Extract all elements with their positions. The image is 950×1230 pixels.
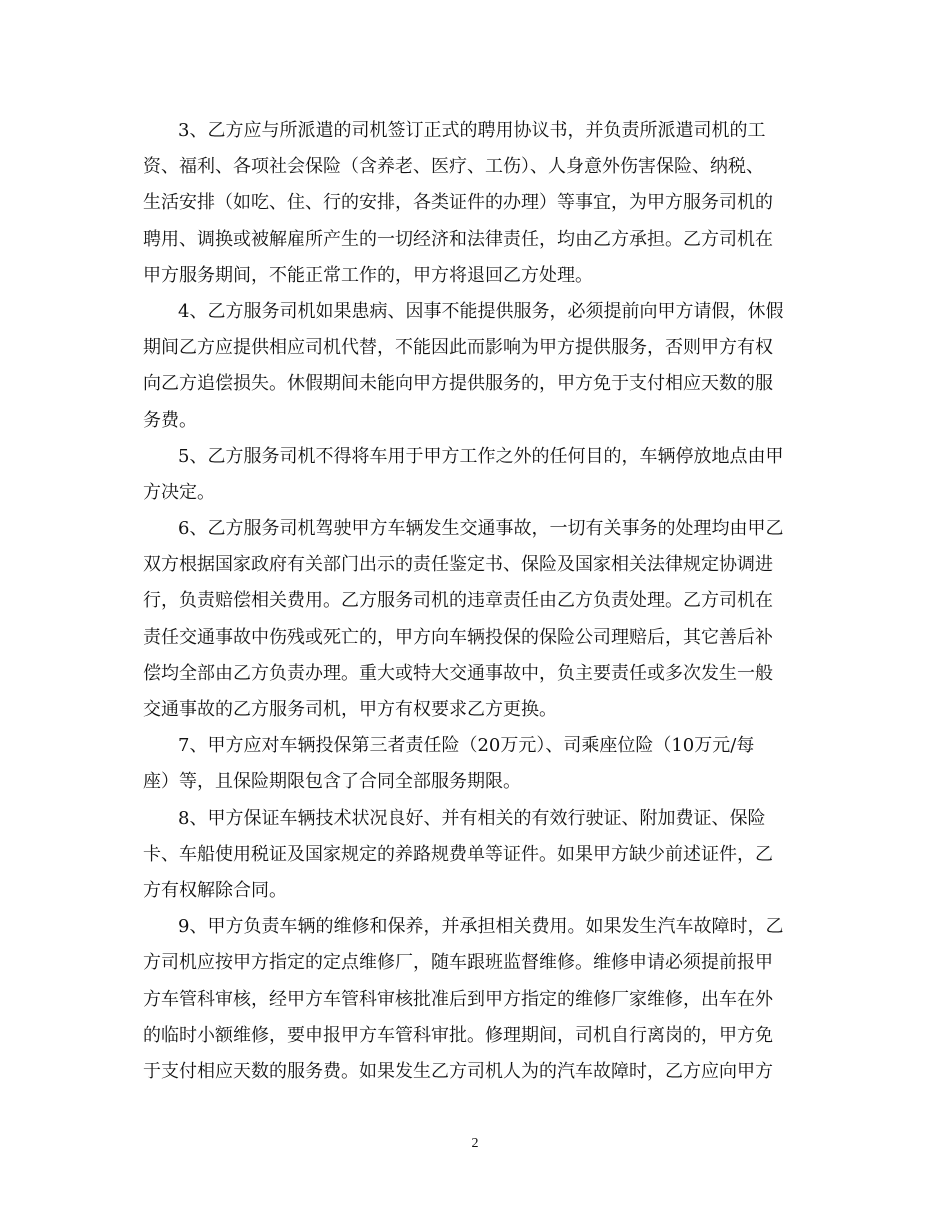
paragraph-line: 方司机应按甲方指定的定点维修厂，随车跟班监督维修。维修申请必须提前报甲 [143, 952, 773, 974]
paragraph-line: 责任交通事故中伤残或死亡的，甲方向车辆投保的保险公司理赔后，其它善后补 [143, 626, 773, 648]
clause-8-paragraph [143, 801, 807, 910]
paragraph-line: 交通事故的乙方服务司机，甲方有权要求乙方更换。 [143, 699, 557, 720]
paragraph-line: 双方根据国家政府有关部门出示的责任鉴定书、保险及国家相关法律规定协调进 [143, 554, 773, 576]
clause-6-paragraph [143, 511, 807, 728]
paragraph-line: 5、乙方服务司机不得将车用于甲方工作之外的任何目的，车辆停放地点由甲 [178, 445, 784, 467]
paragraph-line: 生活安排（如吃、住、行的安排，各类证件的办理）等事宜，为甲方服务司机的 [143, 192, 773, 214]
paragraph-line: 4、乙方服务司机如果患病、因事不能提供服务，必须提前向甲方请假，休假 [178, 300, 784, 322]
paragraph-line: 3、乙方应与所派遣的司机签订正式的聘用协议书，并负责所派遣司机的工 [178, 120, 766, 141]
paragraph-line: 方有权解除合同。 [143, 879, 287, 901]
paragraph-line: 偿均全部由乙方负责办理。重大或特大交通事故中，负主要责任或多次发生一般 [143, 662, 773, 684]
paragraph-line: 6、乙方服务司机驾驶甲方车辆发生交通事故，一切有关事务的处理均由甲乙 [178, 518, 784, 540]
paragraph-line: 期间乙方应提供相应司机代替，不能因此而影响为甲方提供服务，否则甲方有权 [143, 337, 773, 359]
paragraph-line: 的临时小额维修，要申报甲方车管科审批。修理期间，司机自行离岗的，甲方免 [143, 1024, 773, 1046]
paragraph-line: 卡、车船使用税证及国家规定的养路规费单等证件。如果甲方缺少前述证件，乙 [143, 843, 773, 865]
paragraph-line: 资、福利、各项社会保险（含养老、医疗、工伤）、人身意外伤害保险、纳税、 [143, 156, 764, 178]
clause-5-paragraph [143, 439, 807, 511]
clause-7-paragraph [143, 728, 807, 800]
document-body [143, 113, 807, 1090]
clause-4-paragraph [143, 294, 807, 439]
paragraph-line: 8、甲方保证车辆技术状况良好、并有相关的有效行驶证、附加费证、保险 [178, 807, 766, 829]
clause-3-paragraph [143, 113, 807, 294]
paragraph-line: 9、甲方负责车辆的维修和保养，并承担相关费用。如果发生汽车故障时，乙 [178, 916, 784, 938]
paragraph-line: 方车管科审核，经甲方车管科审核批准后到甲方指定的维修厂家维修，出车在外 [143, 988, 773, 1010]
page-number: 2 [471, 1136, 479, 1151]
paragraph-line: 甲方服务期间，不能正常工作的，甲方将退回乙方处理。 [143, 264, 593, 286]
paragraph-line: 方决定。 [143, 481, 215, 503]
paragraph-line: 务费。 [143, 409, 197, 431]
paragraph-line: 聘用、调换或被解雇所产生的一切经济和法律责任，均由乙方承担。乙方司机在 [143, 228, 773, 250]
clause-9-paragraph [143, 909, 807, 1090]
paragraph-line: 座）等，且保险期限包含了合同全部服务期限。 [143, 771, 521, 793]
paragraph-line: 行，负责赔偿相关费用。乙方服务司机的违章责任由乙方负责处理。乙方司机在 [143, 590, 773, 612]
paragraph-line: 向乙方追偿损失。休假期间未能向甲方提供服务的，甲方免于支付相应天数的服 [143, 373, 773, 395]
paragraph-line: 于支付相应天数的服务费。如果发生乙方司机人为的汽车故障时，乙方应向甲方 [143, 1060, 773, 1082]
paragraph-line: 7、甲方应对车辆投保第三者责任险（20万元）、司乘座位险（10万元/每 [178, 735, 755, 757]
